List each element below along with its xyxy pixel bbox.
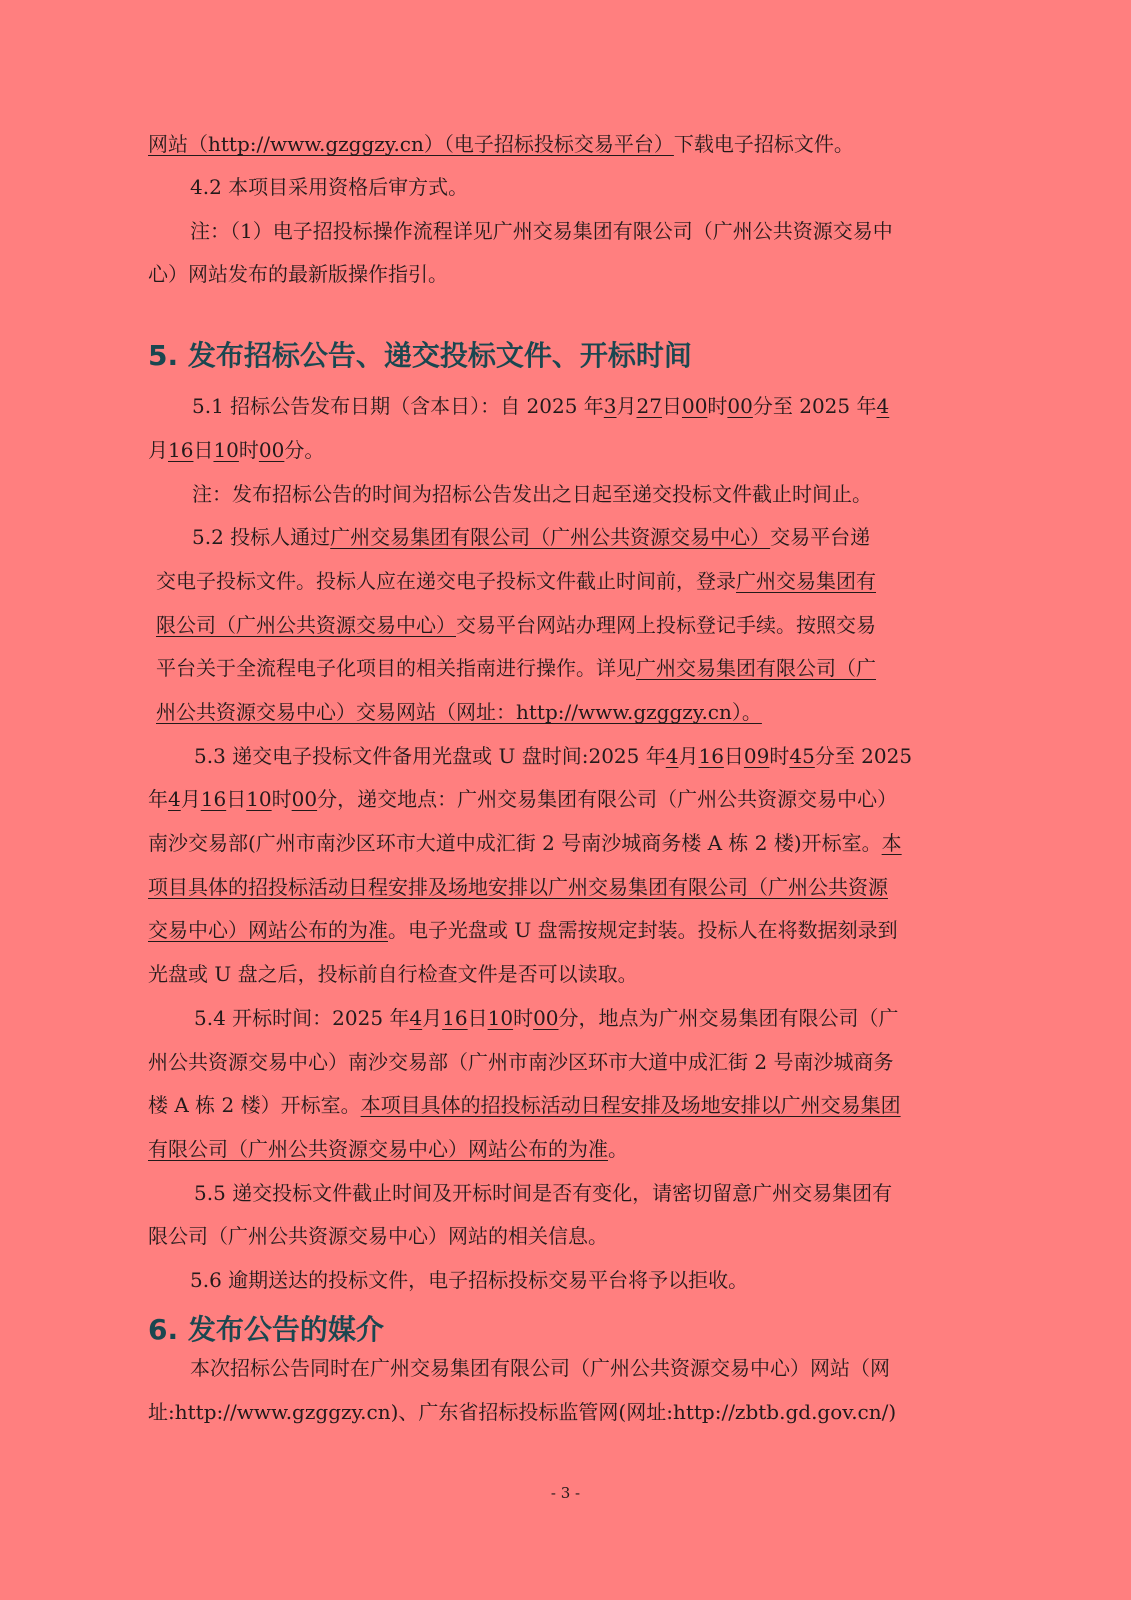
section4-line-1	[148, 122, 998, 166]
heading-section-6: 6. 发布公告的媒介	[148, 1313, 384, 1346]
para-5-5-line1: 5.5 递交投标文件截止时间及开标时间是否有变化，请密切留意广州交易集团有	[194, 1181, 893, 1205]
para-5-6: 5.6 逾期送达的投标文件，电子招标投标交易平台将予以拒收。	[190, 1268, 749, 1292]
link[interactable]: 限公司（广州公共资源交易中心）	[156, 613, 456, 637]
para-5-3-line3: 南沙交易部(广州市南沙区环市大道中成汇街 2 号南沙城商务楼 A 栋 2 楼)开标室。本	[148, 831, 902, 855]
para-5-note: 注：发布招标公告的时间为招标公告发出之日起至递交投标文件截止时间止。	[192, 482, 872, 506]
section4-note-line2: 心）网站发布的最新版操作指引。	[148, 262, 448, 286]
para-5-3-line6: 光盘或 U 盘之后，投标前自行检查文件是否可以读取。	[148, 962, 638, 986]
para-5-2-line4: 平台关于全流程电子化项目的相关指南进行操作。详见广州交易集团有限公司（广	[156, 656, 876, 680]
section4-2: 4.2 本项目采用资格后审方式。	[190, 175, 469, 199]
para-5-3-line4: 项目具体的招投标活动日程安排及场地安排以广州交易集团有限公司（广州公共资源	[148, 875, 888, 899]
para-5-4-line1: 5.4 开标时间：2025 年4月16日10时00分，地点为广州交易集团有限公司（广	[194, 1006, 899, 1030]
para-5-4-line3: 楼 A 栋 2 楼）开标室。本项目具体的招投标活动日程安排及场地安排以广州交易集团	[148, 1093, 901, 1117]
para-5-2-line1: 5.2 投标人通过广州交易集团有限公司（广州公共资源交易中心）交易平台递	[192, 525, 871, 549]
text: 下载电子招标文件。	[673, 132, 854, 156]
para-5-3-line5: 交易中心）网站公布的为准。电子光盘或 U 盘需按规定封装。投标人在将数据刻录到	[148, 918, 898, 942]
heading-section-5: 5. 发布招标公告、递交投标文件、开标时间	[148, 339, 692, 372]
para-5-1-line1: 5.1 招标公告发布日期（含本日）：自 2025 年3月27日00时00分至 2025 年4	[192, 394, 890, 418]
link[interactable]: 广州交易集团有限公司（广	[636, 656, 876, 680]
para-5-3-line1: 5.3 递交电子投标文件备用光盘或 U 盘时间:2025 年4月16日09时45分至 2025	[194, 744, 913, 768]
para-6-line2: 址:http://www.gzggzy.cn)、广东省招标投标监管网(网址:http://zbtb.gd.gov.cn/)	[148, 1400, 897, 1424]
para-5-3-line2: 年4月16日10时00分，递交地点：广州交易集团有限公司（广州公共资源交易中心）	[148, 787, 898, 811]
para-5-2-line3: 限公司（广州公共资源交易中心）交易平台网站办理网上投标登记手续。按照交易	[156, 613, 876, 637]
link[interactable]: 州公共资源交易中心）交易网站（网址：http://www.gzggzy.cn）。	[156, 700, 762, 724]
para-5-4-line2: 州公共资源交易中心）南沙交易部（广州市南沙区环市大道中成汇街 2 号南沙城商务	[148, 1050, 894, 1074]
section4-note-line1: 注：（1）电子招投标操作流程详见广州交易集团有限公司（广州公共资源交易中	[190, 219, 893, 243]
para-5-2-line2: 交电子投标文件。投标人应在递交电子投标文件截止时间前，登录广州交易集团有	[156, 569, 876, 593]
page-number: - 3 -	[550, 1484, 581, 1502]
para-5-2-line5	[156, 690, 998, 734]
para-5-1-line2: 月16日10时00分。	[148, 438, 325, 462]
para-5-4-line4: 有限公司（广州公共资源交易中心）网站公布的为准。	[148, 1137, 628, 1161]
link[interactable]: 广州交易集团有	[736, 569, 876, 593]
website-link[interactable]: 网站（http://www.gzggzy.cn）（电子招标投标交易平台）	[148, 132, 674, 156]
para-5-5-line2: 限公司（广州公共资源交易中心）网站的相关信息。	[148, 1224, 608, 1248]
link[interactable]: 广州交易集团有限公司（广州公共资源交易中心）	[330, 525, 771, 549]
para-6-line1: 本次招标公告同时在广州交易集团有限公司（广州公共资源交易中心）网站（网	[190, 1356, 890, 1380]
